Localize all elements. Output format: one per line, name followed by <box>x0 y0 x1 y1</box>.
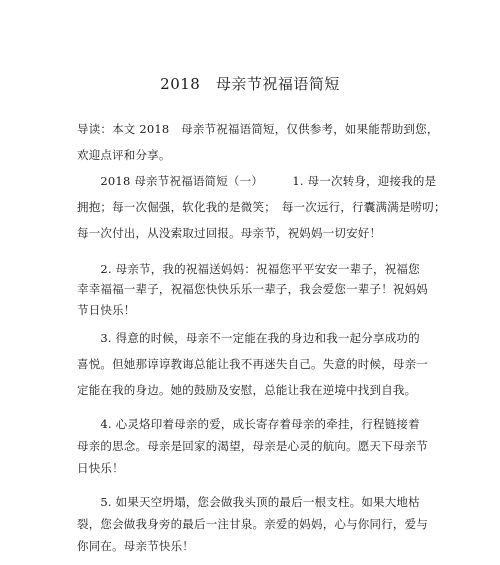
paragraph-5-line-1: 5. 如果天空坍塌，您会做我头顶的最后一根支柱。如果大地枯 <box>77 495 420 509</box>
paragraph-4-line-3: 日快乐！ <box>77 461 124 475</box>
paragraph-2-line-2: 幸幸福福一辈子，祝福您快快乐乐一辈子，我会爱您一辈子！祝妈妈 <box>77 282 428 296</box>
paragraph-4-line-1: 4. 心灵烙印着母亲的爱，成长寄存着母亲的牵挂，行程链接着 <box>77 417 420 431</box>
paragraph-2-line-1: 2. 母亲节，我的祝福送妈妈：祝福您平平安安一辈子，祝福您 <box>77 262 420 276</box>
paragraph-1-line-1: 2018 母亲节祝福语简短（一） 1. 母一次转身，迎接我的是 <box>77 174 437 188</box>
paragraph-5-line-3: 你同在。母亲节快乐！ <box>77 539 194 553</box>
paragraph-3-line-2: 喜悦。但她那谆谆教诲总能让我不再迷失自己。失意的时候，母亲一 <box>77 357 428 371</box>
paragraph-3-line-3: 定能在我的身边。她的鼓励及安慰，总能让我在逆境中找到自我。 <box>77 383 417 397</box>
paragraph-2-line-3: 节日快乐！ <box>77 303 136 317</box>
document-title: 2018 母亲节祝福语简短 <box>160 75 340 93</box>
intro-line-2: 欢迎点评和分享。 <box>77 148 171 162</box>
paragraph-1-line-2: 拥抱；每一次倔强，软化我的是微笑； 每一次远行，行囊满满是唠叨； <box>77 200 446 214</box>
paragraph-3-line-1: 3. 得意的时候，母亲不一定能在我的身边和我一起分享成功的 <box>77 331 420 345</box>
paragraph-1-line-3: 每一次付出，从没索取过回报。母亲节，祝妈妈一切安好！ <box>77 226 382 240</box>
paragraph-5-line-2: 裂，您会做我身旁的最后一注甘泉。亲爱的妈妈，心与你同行，爱与 <box>77 517 428 531</box>
paragraph-4-line-2: 母亲的思念。母亲是回家的渴望，母亲是心灵的航向。愿天下母亲节 <box>77 439 428 453</box>
intro-line-1: 导读：本文 2018 母亲节祝福语简短，仅供参考，如果能帮助到您， <box>77 122 439 136</box>
